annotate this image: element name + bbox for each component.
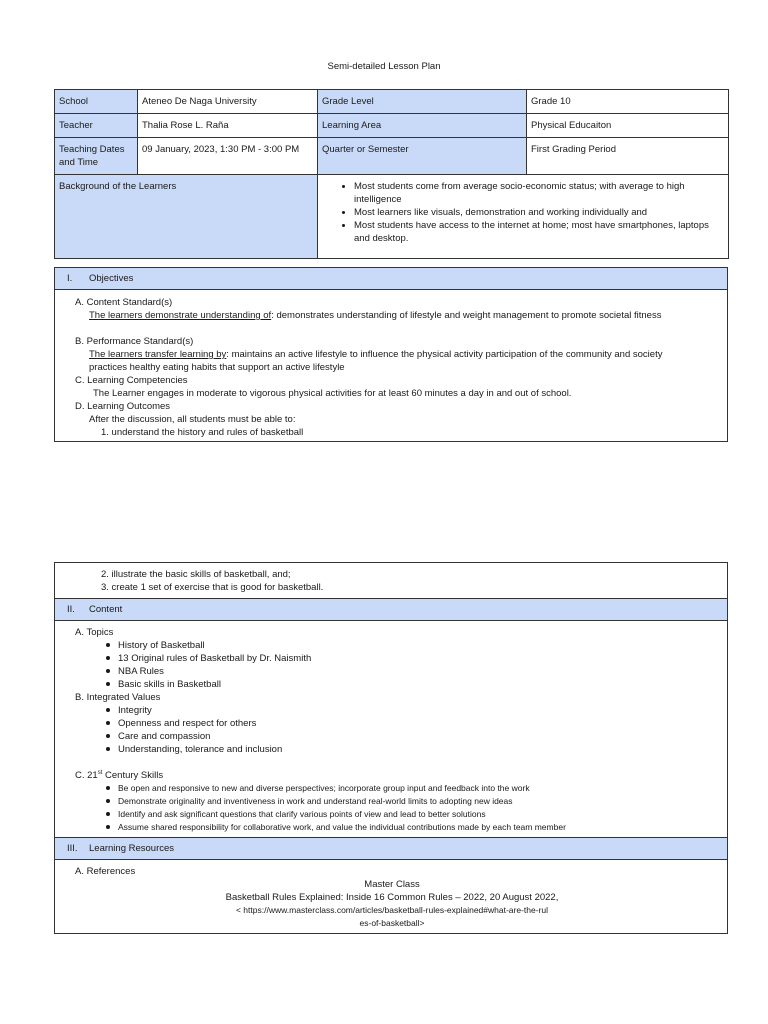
value-item: Care and compassion xyxy=(118,731,211,742)
learning-outcomes-title: D. Learning Outcomes xyxy=(75,401,171,412)
topic-item: 13 Original rules of Basketball by Dr. Naismith xyxy=(118,653,312,664)
content-section xyxy=(54,562,728,934)
learning-competencies-title: C. Learning Competencies xyxy=(75,375,188,386)
section-heading: Learning Resources xyxy=(89,843,175,854)
school-label: School xyxy=(55,90,138,114)
content-standard-text: The learners demonstrate understanding of: demonstrates understanding of lifestyle and weight management to promote societal fitness xyxy=(89,310,662,321)
bullet-icon xyxy=(106,747,110,751)
teaching-dates-label: Teaching Dates and Time xyxy=(55,138,138,175)
section-number: II. xyxy=(67,604,75,615)
bullet-icon xyxy=(106,799,110,803)
topics-title: A. Topics xyxy=(75,627,114,638)
section-heading: Objectives xyxy=(89,273,134,284)
bullet-icon xyxy=(106,708,110,712)
lesson-info-table xyxy=(54,89,729,259)
learning-area-label: Learning Area xyxy=(318,114,527,138)
skill-item: Demonstrate originality and inventiveness in work and understand real-world limits to adopting new ideas xyxy=(118,796,513,806)
quarter-value: First Grading Period xyxy=(527,138,729,175)
bullet-icon xyxy=(106,825,110,829)
background-item: • Most students have access to the internet at home; most have smartphones, laptops and desktop. xyxy=(354,219,724,245)
reference-url: < https://www.masterclass.com/articles/basketball-rules-explained#what-are-the-rul xyxy=(235,905,549,915)
bullet-icon xyxy=(106,734,110,738)
background-item: • Most learners like visuals, demonstration and working individually and xyxy=(354,206,724,219)
topic-item: History of Basketball xyxy=(118,640,205,651)
topic-item: Basic skills in Basketball xyxy=(118,679,221,690)
performance-standard-title: B. Performance Standard(s) xyxy=(75,336,194,347)
section-heading: Content xyxy=(89,604,123,615)
bullet-icon xyxy=(106,656,110,660)
grade-level-value: Grade 10 xyxy=(527,90,729,114)
bullet-icon xyxy=(106,669,110,673)
quarter-label: Quarter or Semester xyxy=(318,138,527,175)
content-header xyxy=(55,598,727,621)
background-item: • Most students come from average socio-economic status; with average to high intelligence xyxy=(354,180,724,206)
century-skills-title: C. 21st Century Skills xyxy=(75,769,164,781)
teacher-label: Teacher xyxy=(55,114,138,138)
reference-url-cont: es-of-basketball> xyxy=(359,918,425,928)
resources-header xyxy=(55,837,727,860)
skill-item: Be open and responsive to new and diverse perspectives; incorporate group input and feedback into the work xyxy=(118,783,530,793)
topic-item: NBA Rules xyxy=(118,666,164,677)
value-item: Openness and respect for others xyxy=(118,718,257,729)
bullet-icon xyxy=(106,682,110,686)
outcome-item: 1. understand the history and rules of basketball xyxy=(101,427,304,438)
page-title: Semi-detailed Lesson Plan xyxy=(327,61,441,72)
background-cell xyxy=(318,175,729,259)
learning-competencies-text: The Learner engages in moderate to vigorous physical activities for at least 60 minutes a day in and out of school. xyxy=(93,388,572,399)
learning-area-value: Physical Educaiton xyxy=(527,114,729,138)
background-label: Background of the Learners xyxy=(55,175,318,259)
teacher-value: Thalia Rose L. Raña xyxy=(138,114,318,138)
bullet-icon xyxy=(106,721,110,725)
bullet-icon xyxy=(106,812,110,816)
skill-item: Assume shared responsibility for collaborative work, and value the individual contributions made by each team member xyxy=(118,822,566,832)
section-number: III. xyxy=(67,843,78,854)
grade-level-label: Grade Level xyxy=(318,90,527,114)
objectives-header xyxy=(55,268,727,290)
performance-standard-text: The learners transfer learning by: maintains an active lifestyle to influence the physical activity participation of the community and society xyxy=(89,349,663,360)
outcome-item: 2. illustrate the basic skills of basketball, and; xyxy=(101,569,291,580)
references-title: A. References xyxy=(75,866,136,877)
objectives-section xyxy=(54,267,728,442)
value-item: Integrity xyxy=(118,705,152,716)
teaching-dates-value: 09 January, 2023, 1:30 PM - 3:00 PM xyxy=(138,138,318,175)
section-number: I. xyxy=(67,273,73,284)
bullet-icon xyxy=(106,643,110,647)
reference-title: Basketball Rules Explained: Inside 16 Common Rules – 2022, 20 August 2022, xyxy=(225,892,559,903)
school-value: Ateneo De Naga University xyxy=(138,90,318,114)
performance-standard-text-cont: practices healthy eating habits that support an active lifestyle xyxy=(89,362,345,373)
outcome-item: 3. create 1 set of exercise that is good for basketball. xyxy=(101,582,324,593)
value-item: Understanding, tolerance and inclusion xyxy=(118,744,283,755)
bullet-icon xyxy=(106,786,110,790)
reference-source: Master Class xyxy=(364,879,420,890)
background-list xyxy=(322,180,724,245)
values-title: B. Integrated Values xyxy=(75,692,161,703)
learning-outcomes-text: After the discussion, all students must be able to: xyxy=(89,414,296,425)
skill-item: Identify and ask significant questions that clarify various points of view and lead to better solutions xyxy=(118,809,486,819)
content-standard-title: A. Content Standard(s) xyxy=(75,297,173,308)
